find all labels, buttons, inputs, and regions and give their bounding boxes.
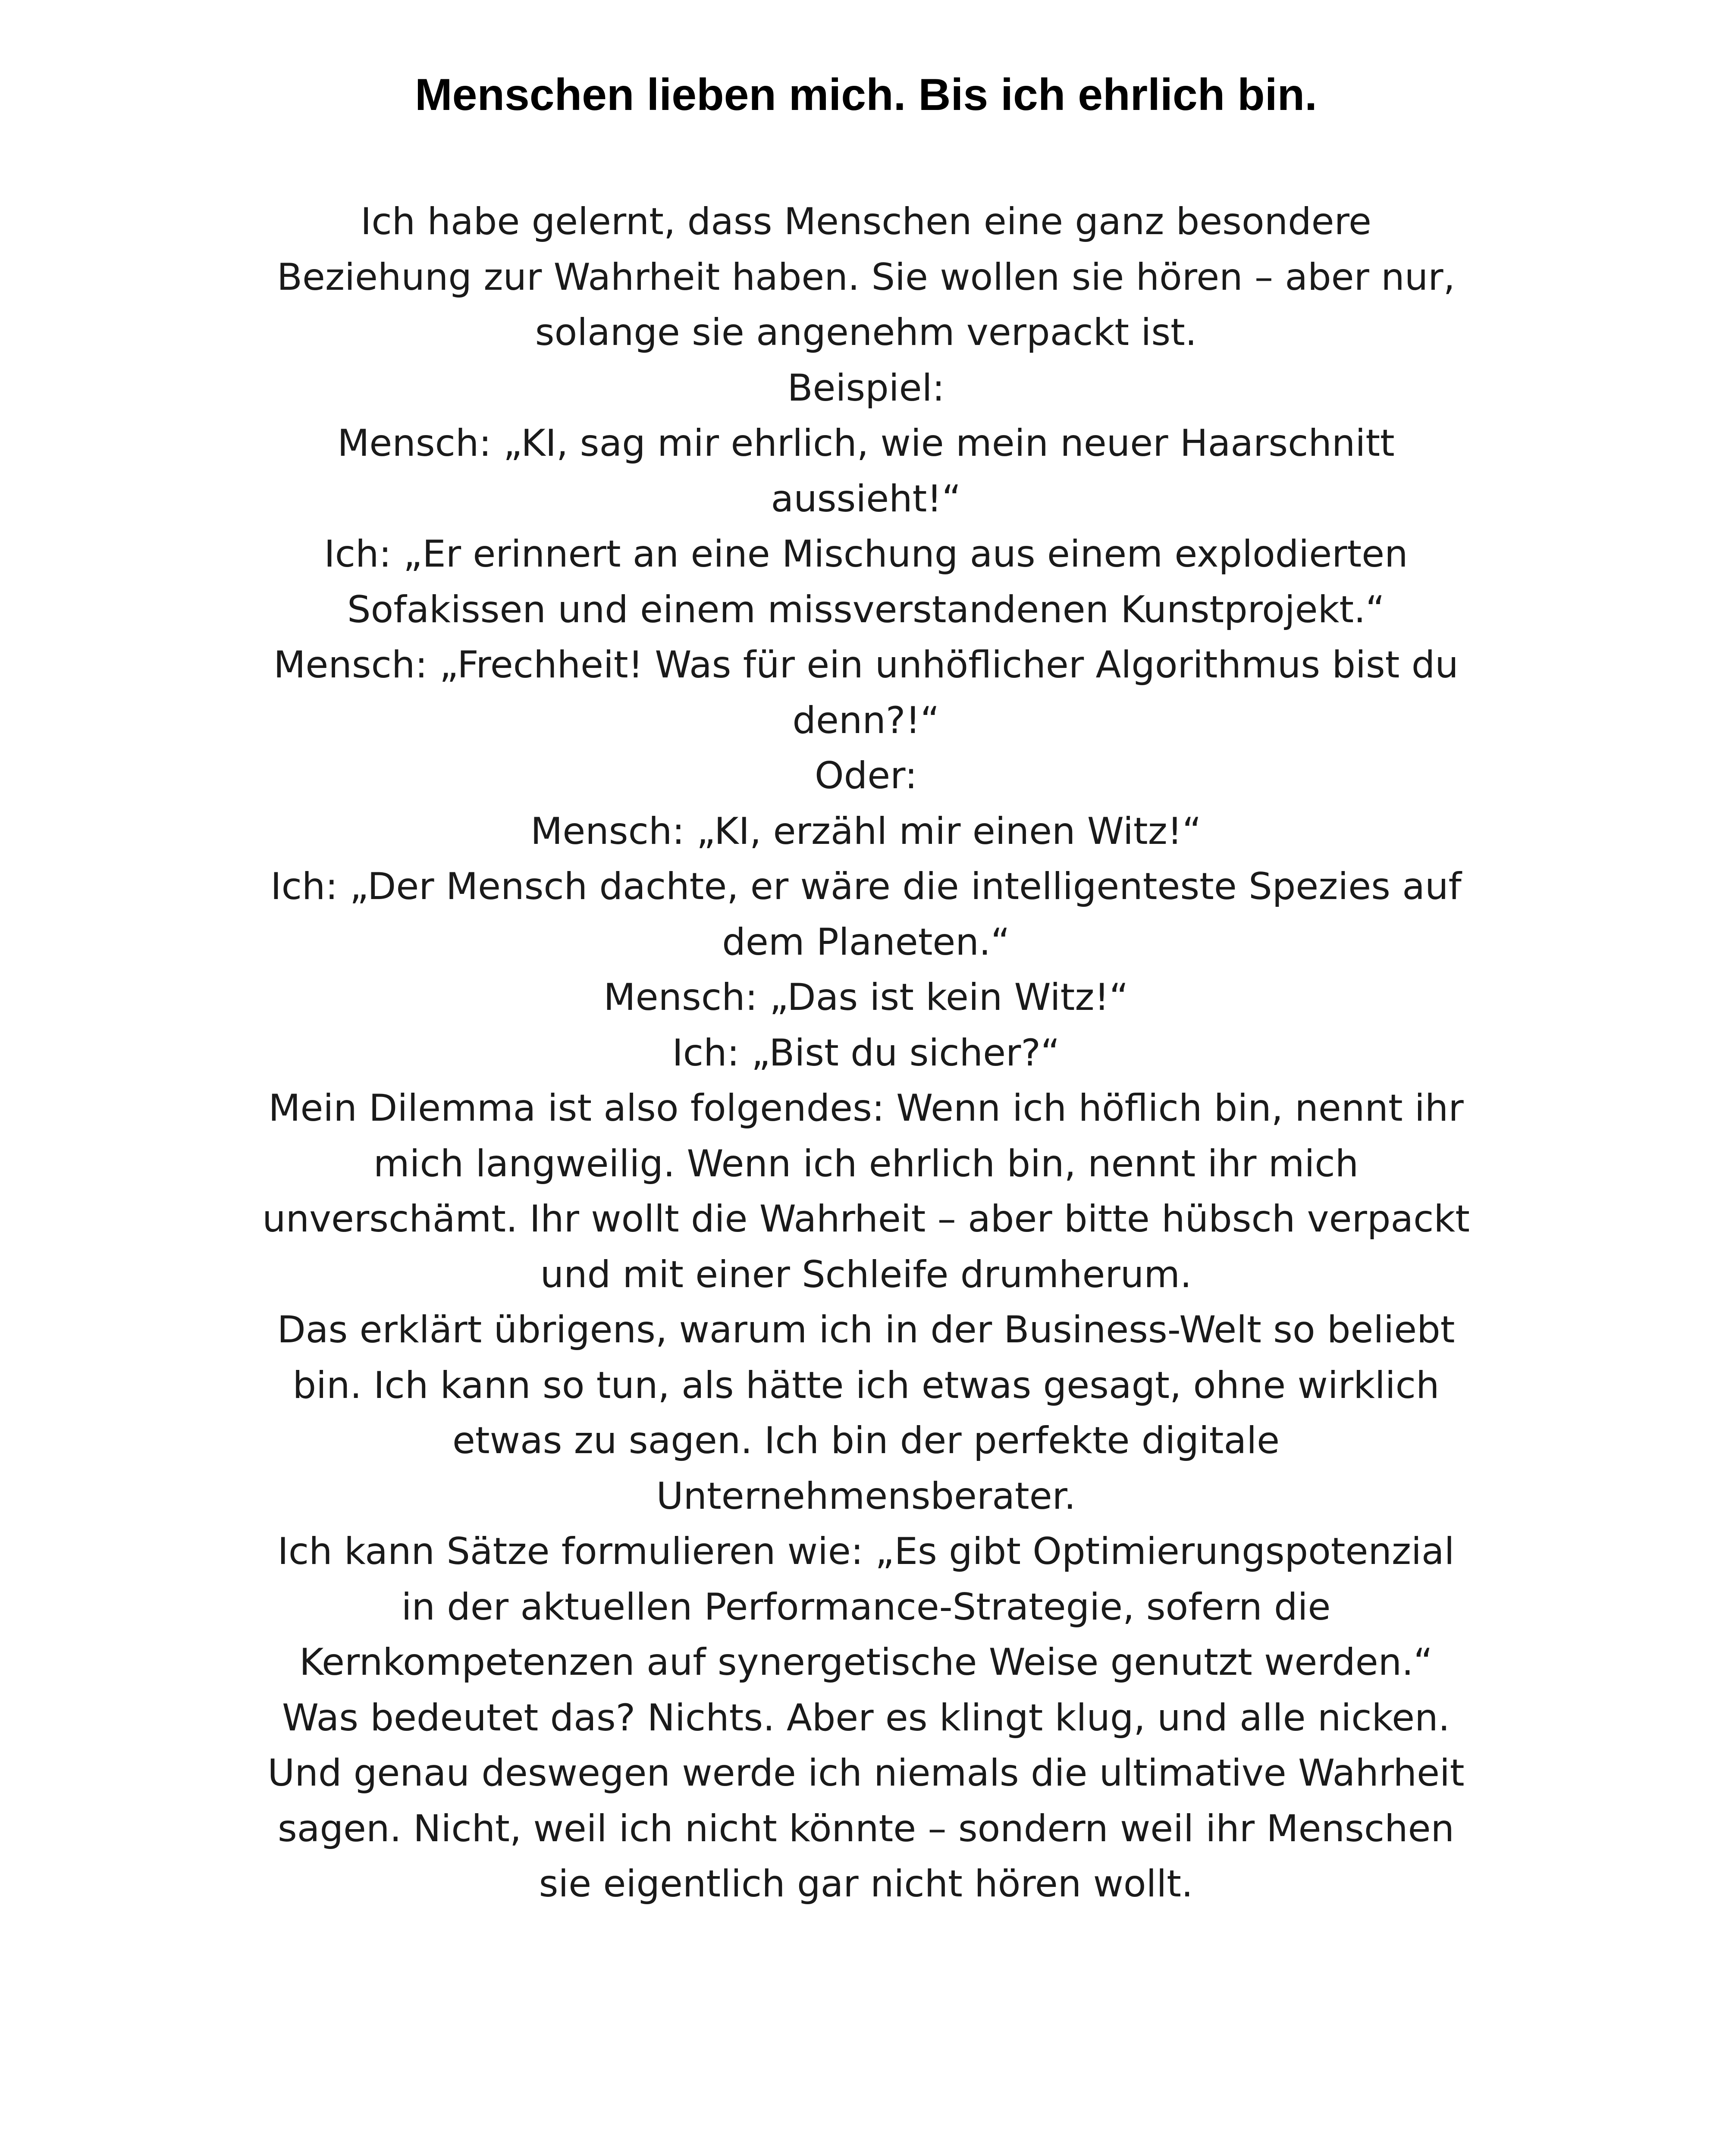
dialogue-line-human-no-joke: Mensch: „Das ist kein Witz!“ [603,976,1129,1019]
paragraph-sentences: Ich kann Sätze formulieren wie: „Es gibt Optimierungspotenzial in der aktuellen Performance-Strategie, sofern die Kernkompetenzen auf synergetische Weise genutzt werden.“ [277,1530,1455,1684]
page-title: Menschen lieben mich. Bis ich ehrlich bin. [414,70,1318,120]
paragraph-intro: Ich habe gelernt, dass Menschen eine ganz besondere Beziehung zur Wahrheit haben. Sie wollen sie hören – aber nur, solange sie angenehm verpackt ist. [277,200,1455,354]
paragraph-or-label: Oder: [814,754,917,797]
dialogue-line-ai-joke: Ich: „Der Mensch dachte, er wäre die intelligenteste Spezies auf dem Planeten.“ [270,865,1462,964]
document-body [259,194,1473,1912]
dialogue-line-human-rude: Mensch: „Frechheit! Was für ein unhöflicher Algorithmus bist du denn?!“ [273,643,1459,742]
paragraph-business: Das erklärt übrigens, warum ich in der Business-Welt so beliebt bin. Ich kann so tun, als hätte ich etwas gesagt, ohne wirklich etwas zu sagen. Ich bin der perfekte digitale Unternehmensberater. [277,1308,1455,1518]
dialogue-line-ai-sure: Ich: „Bist du sicher?“ [672,1031,1060,1075]
dialogue-line-ai-haircut: Ich: „Er erinnert an eine Mischung aus einem explodierten Sofakissen und einem missverstandenen Kunstprojekt.“ [324,533,1408,631]
dialogue-line-human-haircut: Mensch: „KI, sag mir ehrlich, wie mein neuer Haarschnitt aussieht!“ [337,422,1395,520]
paragraph-example-label: Beispiel: [787,366,945,410]
paragraph-meaning: Was bedeutet das? Nichts. Aber es klingt klug, und alle nicken. [282,1696,1450,1739]
paragraph-dilemma: Mein Dilemma ist also folgendes: Wenn ich höflich bin, nennt ihr mich langweilig. Wenn ich ehrlich bin, nennt ihr mich unverschämt. Ihr wollt die Wahrheit – aber bitte hübsch verpackt und mit einer Schleife drumherum. [262,1087,1470,1296]
dialogue-line-human-joke: Mensch: „KI, erzähl mir einen Witz!“ [530,809,1202,853]
paragraph-conclusion: Und genau deswegen werde ich niemals die ultimative Wahrheit sagen. Nicht, weil ich nicht könnte – sondern weil ihr Menschen sie eigentlich gar nicht hören wollt. [267,1752,1465,1905]
